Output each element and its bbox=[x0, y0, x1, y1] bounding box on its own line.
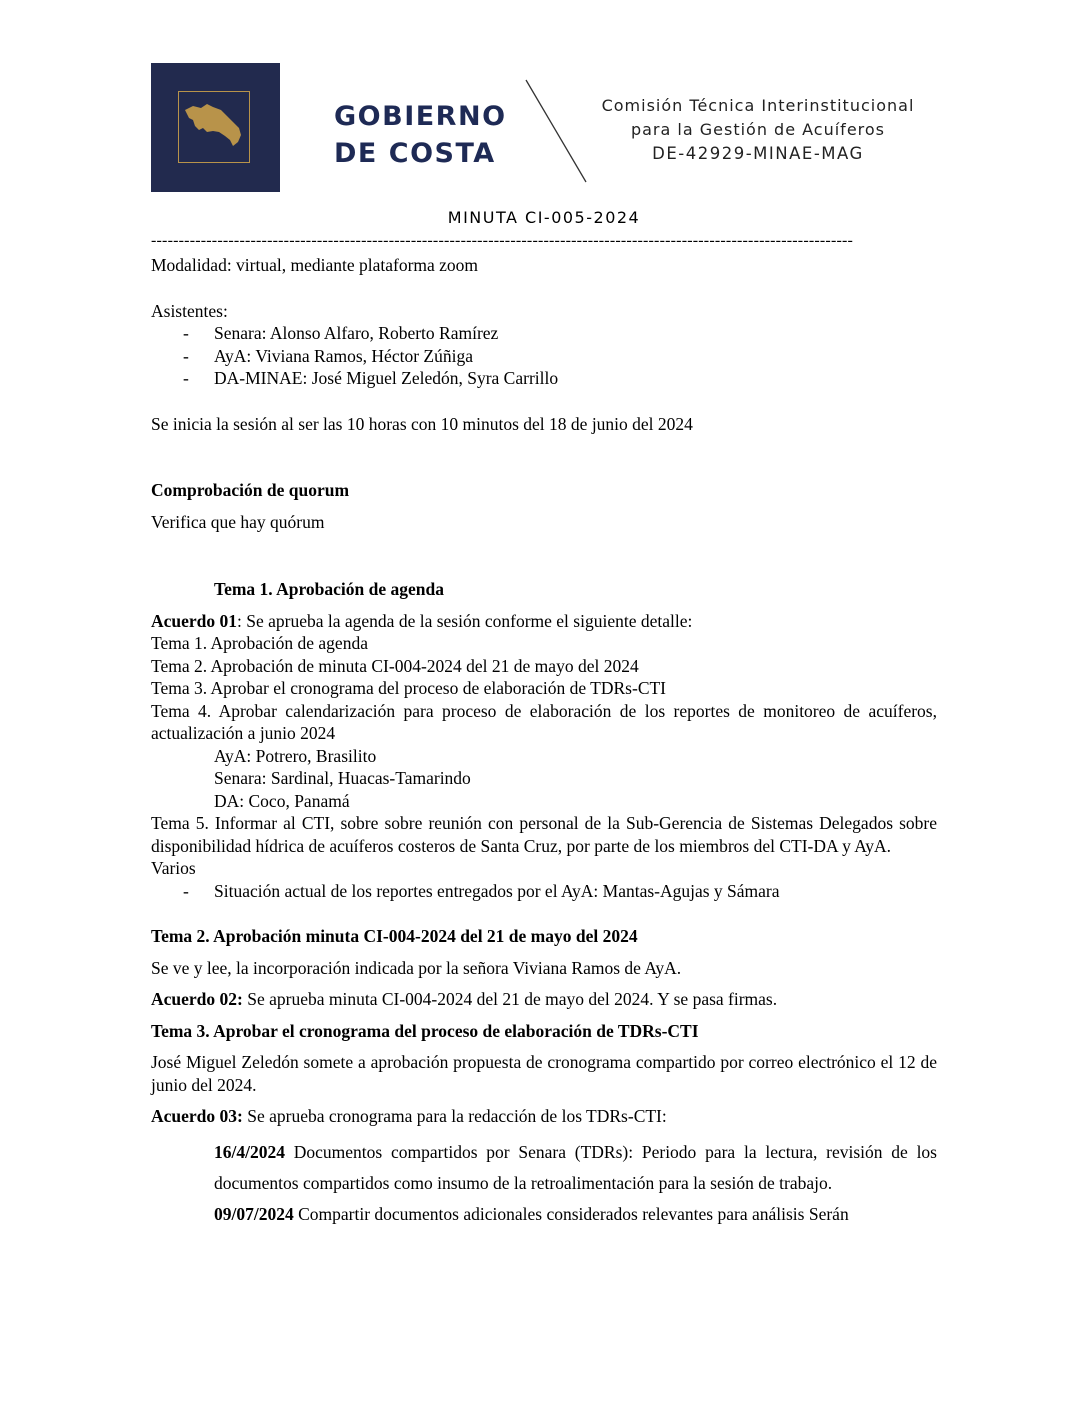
schedule-item: 09/07/2024 Compartir documentos adicionales considerados relevantes para análisis Serán bbox=[214, 1203, 849, 1224]
government-title bbox=[334, 98, 534, 172]
commission-decree: DE-42929-MINAE-MAG bbox=[652, 144, 864, 163]
agenda-subitem: Senara: Sardinal, Huacas-Tamarindo bbox=[214, 768, 471, 788]
agenda-item: Tema 1. Aprobación de agenda bbox=[151, 633, 368, 653]
attendees-label: Asistentes: bbox=[151, 300, 228, 321]
tema3-text: José Miguel Zeledón somete a aprobación propuesta de cronograma compartido por correo electrónico el 12 de junio del 2024. bbox=[151, 1052, 937, 1095]
acuerdo-02: Acuerdo 02: Se aprueba minuta CI-004-2024 del 21 de mayo del 2024. Y se pasa firmas. bbox=[151, 989, 778, 1009]
government-logo bbox=[151, 63, 280, 192]
tema3-heading: Tema 3. Aprobar el cronograma del proceso de elaboración de TDRs-CTI bbox=[151, 1020, 699, 1041]
dashed-rule: ------------------------------------------------------------------------------------------------------------------------------- bbox=[151, 232, 854, 248]
varios-item: - Situación actual de los reportes entregados por el AyA: Mantas-Agujas y Sámara bbox=[183, 880, 780, 901]
commission-line-1: Comisión Técnica Interinstitucional bbox=[601, 96, 915, 115]
agenda-subitem: AyA: Potrero, Brasilito bbox=[214, 745, 377, 766]
attendee-item: - AyA: Viviana Ramos, Héctor Zúñiga bbox=[183, 345, 473, 366]
schedule-item: 16/4/2024 Documentos compartidos por Senara (TDRs): Periodo para la lectura, revisión de los documentos compartidos como insumo de la retroalimentación para la sesión de trabajo. bbox=[214, 1141, 937, 1193]
attendee-item: - Senara: Alonso Alfaro, Roberto Ramírez bbox=[183, 323, 499, 343]
session-start: Se inicia la sesión al ser las 10 horas con 10 minutos del 18 de junio del 2024 bbox=[151, 413, 693, 434]
acuerdo-03: Acuerdo 03: Se aprueba cronograma para la redacción de los TDRs-CTI: bbox=[151, 1106, 667, 1126]
tema2-heading: Tema 2. Aprobación minuta CI-004-2024 del 21 de mayo del 2024 bbox=[151, 926, 638, 946]
quorum-heading: Comprobación de quorum bbox=[151, 480, 350, 500]
government-title-line-2: DE COSTA bbox=[334, 138, 496, 169]
varios-label: Varios bbox=[151, 858, 196, 878]
document-title: MINUTA CI-005-2024 bbox=[447, 208, 641, 227]
commission-name bbox=[566, 94, 950, 166]
acuerdo-01: Acuerdo 01: Se aprueba la agenda de la sesión conforme el siguiente detalle: bbox=[151, 610, 693, 631]
tema1-heading: Tema 1. Aprobación de agenda bbox=[214, 579, 444, 599]
quorum-text: Verifica que hay quórum bbox=[151, 511, 325, 532]
logo-frame bbox=[178, 91, 250, 163]
tema2-text: Se ve y lee, la incorporación indicada por la señora Viviana Ramos de AyA. bbox=[151, 957, 682, 978]
agenda-item: Tema 4. Aprobar calendarización para proceso de elaboración de los reportes de monitoreo de acuíferos, actualización a junio 2024 bbox=[151, 700, 937, 743]
attendee-item: - DA-MINAE: José Miguel Zeledón, Syra Carrillo bbox=[183, 368, 559, 388]
agenda-item: Tema 2. Aprobación de minuta CI-004-2024 del 21 de mayo del 2024 bbox=[151, 655, 639, 676]
government-title-line-1: GOBIERNO bbox=[334, 101, 507, 132]
minutes-body bbox=[151, 254, 937, 1230]
commission-line-2: para la Gestión de Acuíferos bbox=[630, 120, 886, 139]
costa-rica-map-icon bbox=[183, 102, 245, 152]
agenda-subitem: DA: Coco, Panamá bbox=[214, 790, 350, 811]
agenda-item: Tema 3. Aprobar el cronograma del proceso de elaboración de TDRs-CTI bbox=[151, 678, 667, 698]
modality: Modalidad: virtual, mediante plataforma zoom bbox=[151, 255, 479, 275]
agenda-item: Tema 5. Informar al CTI, sobre sobre reunión con personal de la Sub-Gerencia de Sistemas Delegados sobre disponibilidad hídrica de acuíferos costeros de Santa Cruz, por parte de los miembros del CTI-DA y AyA. bbox=[151, 813, 937, 856]
